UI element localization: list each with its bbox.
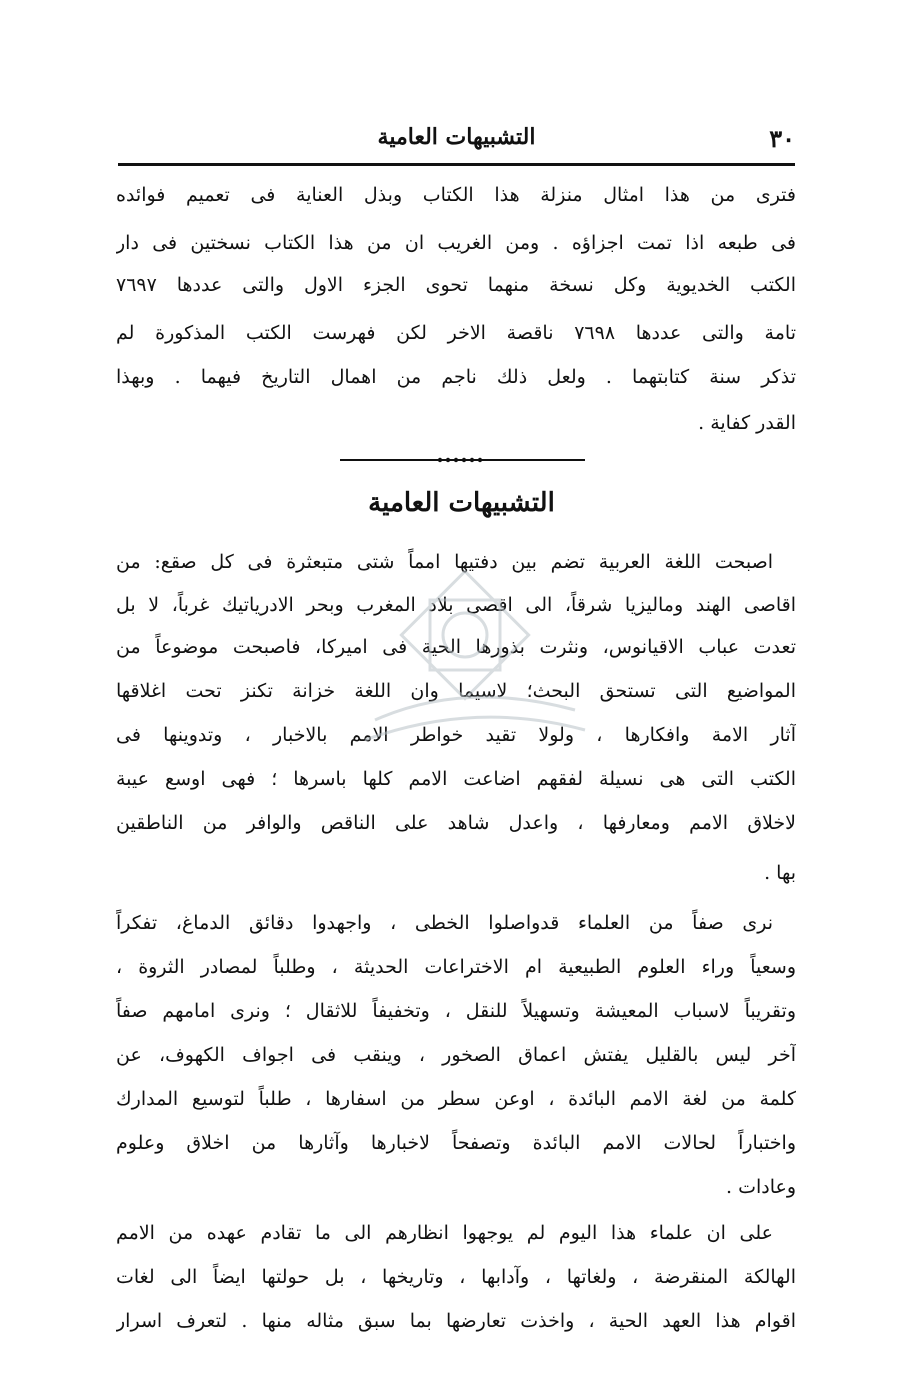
text-line: فى طبعه اذا تمت اجزاؤه . ومن الغريب ان من هذا الكتاب نسختين فى دار bbox=[116, 232, 796, 254]
text-line: تامة والتى عددها ٧٦٩٨ ناقصة الاخر لكن فهرست الكتب المذكورة لم bbox=[116, 322, 796, 344]
text-line: آثار الامة وافكارها ، ولولا تقيد خواطر الامم بالاخبار ، وتدوينها فى bbox=[116, 724, 796, 746]
text-line: واختباراً لحالات الامم البائدة وتصفحاً لاخبارها وآثارها من اخلاق وعلوم bbox=[116, 1132, 796, 1154]
text-line: تعدت عباب الاقيانوس، ونثرت بذورها الحية فى اميركا، فاصبحت موضوعاً من bbox=[116, 636, 796, 658]
running-title: التشبيهات العامية bbox=[377, 124, 536, 150]
text-line: اقاصى الهند وماليزيا شرقاً، الى اقصى بلاد المغرب وبحر الادرياتيك غرباً، لا بل bbox=[116, 594, 796, 616]
text-line: لاخلاق الامم ومعارفها ، واعدل شاهد على الناقص والوافر من الناطقين bbox=[116, 812, 796, 834]
text-line: القدر كفاية . bbox=[698, 412, 796, 434]
text-line: تذكر سنة كتابتهما . ولعل ذلك ناجم من اهمال التاريخ فيهما . وبهذا bbox=[116, 366, 796, 388]
text-line: وسعياً وراء العلوم الطبيعية ام الاختراعات الحديثة ، وطلباً لمصادر الثروة ، bbox=[116, 956, 796, 978]
section-title: التشبيهات العامية bbox=[368, 488, 555, 518]
text-line: اقوام هذا العهد الحية ، واخذت تعارضها بما سبق مثاله منها . لتعرف اسرار bbox=[116, 1310, 796, 1332]
text-line: فترى من هذا امثال منزلة هذا الكتاب وبذل العناية فى تعميم فوائده bbox=[116, 184, 796, 206]
section-divider bbox=[340, 455, 585, 465]
text-line: آخر ليس بالقليل يفتش اعماق الصخور ، وينقب فى اجواف الكهوف، عن bbox=[116, 1044, 796, 1066]
text-line: وتقريباً لاسباب المعيشة وتسهيلاً للنقل ، وتخفيفاً للاثقال ؛ ونرى امامهم صفاً bbox=[116, 1000, 796, 1022]
text-line: اصبحت اللغة العربية تضم بين دفتيها امماً شتى متبعثرة فى كل صقع: من bbox=[116, 551, 773, 573]
text-line: بها . bbox=[764, 862, 796, 884]
text-line: الكتب التى هى نسيلة لفقهم اضاعت الامم كلها باسرها ؛ فهى اوسع عيبة bbox=[116, 768, 796, 790]
text-line: نرى صفاً من العلماء قدواصلوا الخطى ، واجهدوا دقائق الدماغ، تفكراً bbox=[116, 912, 773, 934]
text-line: المواضيع التى تستحق البحث؛ لاسيما وان اللغة خزانة تكنز تحت اغلاقها bbox=[116, 680, 796, 702]
library-stamp-watermark bbox=[335, 570, 605, 790]
text-line: الكتب الخديوية وكل نسخة منهما تحوى الجزء الاول والتى عددها ٧٦٩٧ bbox=[116, 274, 796, 296]
text-line: الهالكة المنقرضة ، ولغاتها ، وآدابها ، وتاريخها ، بل حولتها ايضاً الى لغات bbox=[116, 1266, 796, 1288]
page-number: ٣٠ bbox=[769, 124, 795, 153]
text-line: على ان علماء هذا اليوم لم يوجهوا انظارهم الى ما تقادم عهده من الامم bbox=[116, 1222, 773, 1244]
text-line: كلمة من لغة الامم البائدة ، اوعن سطر من اسفارها ، طلباً لتوسيع المدارك bbox=[116, 1088, 796, 1110]
text-line: وعادات . bbox=[725, 1176, 796, 1198]
page-header bbox=[118, 118, 795, 162]
header-rule bbox=[118, 163, 795, 166]
